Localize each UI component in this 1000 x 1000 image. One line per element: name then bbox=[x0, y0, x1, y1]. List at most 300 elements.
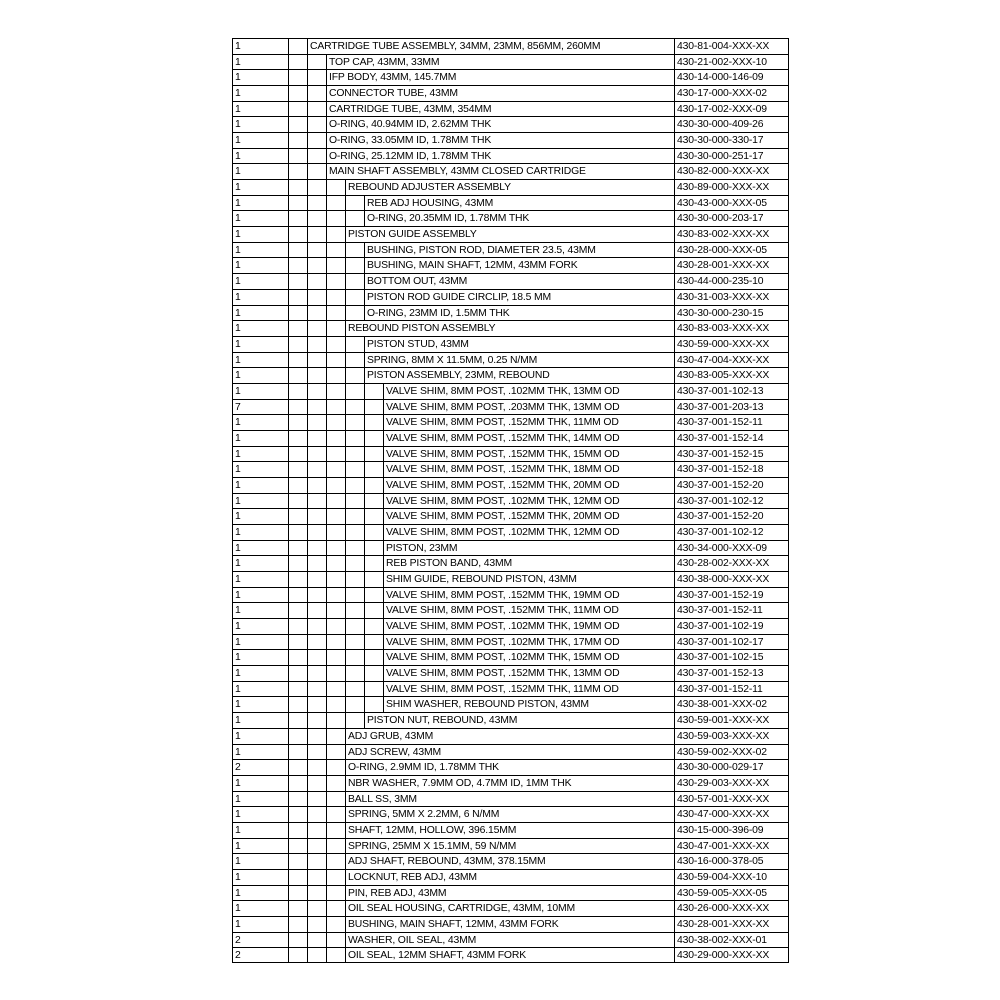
indent-cell bbox=[326, 289, 345, 305]
part-number-cell: 430-37-001-152-13 bbox=[674, 665, 789, 681]
indent-cell bbox=[288, 524, 307, 540]
part-number-cell: 430-37-001-102-12 bbox=[674, 524, 789, 540]
part-number-cell: 430-30-000-330-17 bbox=[674, 132, 789, 148]
description-cell: REB PISTON BAND, 43MM bbox=[383, 555, 674, 571]
qty-cell: 1 bbox=[232, 775, 288, 791]
part-number-cell: 430-15-000-396-09 bbox=[674, 822, 789, 838]
qty-cell: 1 bbox=[232, 210, 288, 226]
qty-cell: 1 bbox=[232, 555, 288, 571]
table-row bbox=[232, 148, 789, 164]
table-row bbox=[232, 116, 789, 132]
description-cell: VALVE SHIM, 8MM POST, .102MM THK, 17MM OD bbox=[383, 634, 674, 650]
table-row bbox=[232, 430, 789, 446]
description-cell: REBOUND PISTON ASSEMBLY bbox=[345, 320, 674, 336]
indent-cell bbox=[345, 681, 364, 697]
indent-cell bbox=[326, 822, 345, 838]
part-number-cell: 430-83-005-XXX-XX bbox=[674, 367, 789, 383]
description-cell: VALVE SHIM, 8MM POST, .102MM THK, 12MM OD bbox=[383, 524, 674, 540]
indent-cell bbox=[345, 524, 364, 540]
qty-cell: 1 bbox=[232, 681, 288, 697]
indent-cell bbox=[345, 540, 364, 556]
indent-cell bbox=[307, 508, 326, 524]
indent-cell bbox=[326, 869, 345, 885]
indent-cell bbox=[326, 696, 345, 712]
indent-cell bbox=[307, 461, 326, 477]
indent-cell bbox=[288, 791, 307, 807]
indent-cell bbox=[288, 853, 307, 869]
indent-cell bbox=[307, 367, 326, 383]
indent-cell bbox=[288, 38, 307, 54]
indent-cell bbox=[326, 430, 345, 446]
indent-cell bbox=[307, 822, 326, 838]
part-number-cell: 430-29-003-XXX-XX bbox=[674, 775, 789, 791]
description-cell: ADJ SHAFT, REBOUND, 43MM, 378.15MM bbox=[345, 853, 674, 869]
indent-cell bbox=[307, 430, 326, 446]
indent-cell bbox=[326, 916, 345, 932]
description-cell: VALVE SHIM, 8MM POST, .102MM THK, 12MM OD bbox=[383, 493, 674, 509]
table-row bbox=[232, 336, 789, 352]
qty-cell: 1 bbox=[232, 430, 288, 446]
indent-cell bbox=[288, 54, 307, 70]
qty-cell: 1 bbox=[232, 634, 288, 650]
indent-cell bbox=[288, 132, 307, 148]
indent-cell bbox=[288, 305, 307, 321]
qty-cell: 1 bbox=[232, 900, 288, 916]
indent-cell bbox=[288, 446, 307, 462]
indent-cell bbox=[345, 305, 364, 321]
indent-cell bbox=[345, 618, 364, 634]
table-row bbox=[232, 383, 789, 399]
table-row bbox=[232, 916, 789, 932]
table-row bbox=[232, 305, 789, 321]
part-number-cell: 430-37-001-102-19 bbox=[674, 618, 789, 634]
table-row bbox=[232, 791, 789, 807]
indent-cell bbox=[326, 305, 345, 321]
part-number-cell: 430-17-002-XXX-09 bbox=[674, 101, 789, 117]
indent-cell bbox=[307, 712, 326, 728]
indent-cell bbox=[307, 665, 326, 681]
qty-cell: 1 bbox=[232, 508, 288, 524]
qty-cell: 1 bbox=[232, 461, 288, 477]
indent-cell bbox=[326, 273, 345, 289]
description-cell: VALVE SHIM, 8MM POST, .152MM THK, 20MM OD bbox=[383, 508, 674, 524]
qty-cell: 1 bbox=[232, 320, 288, 336]
part-number-cell: 430-59-003-XXX-XX bbox=[674, 728, 789, 744]
indent-cell bbox=[364, 587, 383, 603]
indent-cell bbox=[326, 210, 345, 226]
description-cell: PIN, REB ADJ, 43MM bbox=[345, 885, 674, 901]
indent-cell bbox=[288, 69, 307, 85]
indent-cell bbox=[307, 305, 326, 321]
qty-cell: 1 bbox=[232, 132, 288, 148]
indent-cell bbox=[307, 634, 326, 650]
indent-cell bbox=[326, 681, 345, 697]
description-cell: PISTON, 23MM bbox=[383, 540, 674, 556]
indent-cell bbox=[288, 195, 307, 211]
qty-cell: 1 bbox=[232, 540, 288, 556]
table-row bbox=[232, 885, 789, 901]
indent-cell bbox=[288, 885, 307, 901]
indent-cell bbox=[326, 336, 345, 352]
indent-cell bbox=[364, 540, 383, 556]
indent-cell bbox=[288, 728, 307, 744]
qty-cell: 1 bbox=[232, 101, 288, 117]
indent-cell bbox=[307, 555, 326, 571]
indent-cell bbox=[326, 634, 345, 650]
indent-cell bbox=[307, 493, 326, 509]
qty-cell: 7 bbox=[232, 399, 288, 415]
indent-cell bbox=[345, 242, 364, 258]
indent-cell bbox=[288, 775, 307, 791]
qty-cell: 1 bbox=[232, 446, 288, 462]
indent-cell bbox=[364, 524, 383, 540]
indent-cell bbox=[326, 900, 345, 916]
indent-cell bbox=[307, 775, 326, 791]
indent-cell bbox=[326, 728, 345, 744]
table-row bbox=[232, 195, 789, 211]
description-cell: IFP BODY, 43MM, 145.7MM bbox=[326, 69, 674, 85]
indent-cell bbox=[345, 336, 364, 352]
indent-cell bbox=[364, 383, 383, 399]
indent-cell bbox=[307, 148, 326, 164]
part-number-cell: 430-30-000-029-17 bbox=[674, 759, 789, 775]
description-cell: CARTRIDGE TUBE ASSEMBLY, 34MM, 23MM, 856MM, 260MM bbox=[307, 38, 674, 54]
qty-cell: 2 bbox=[232, 932, 288, 948]
indent-cell bbox=[307, 853, 326, 869]
table-row bbox=[232, 571, 789, 587]
qty-cell: 1 bbox=[232, 791, 288, 807]
table-row bbox=[232, 634, 789, 650]
indent-cell bbox=[288, 555, 307, 571]
indent-cell bbox=[307, 571, 326, 587]
indent-cell bbox=[345, 257, 364, 273]
part-number-cell: 430-37-001-152-20 bbox=[674, 477, 789, 493]
indent-cell bbox=[307, 618, 326, 634]
qty-cell: 1 bbox=[232, 916, 288, 932]
description-cell: BUSHING, PISTON ROD, DIAMETER 23.5, 43MM bbox=[364, 242, 674, 258]
part-number-cell: 430-38-002-XXX-01 bbox=[674, 932, 789, 948]
indent-cell bbox=[345, 399, 364, 415]
description-cell: PISTON ASSEMBLY, 23MM, REBOUND bbox=[364, 367, 674, 383]
indent-cell bbox=[288, 634, 307, 650]
indent-cell bbox=[288, 179, 307, 195]
part-number-cell: 430-30-000-203-17 bbox=[674, 210, 789, 226]
part-number-cell: 430-59-000-XXX-XX bbox=[674, 336, 789, 352]
indent-cell bbox=[326, 806, 345, 822]
qty-cell: 1 bbox=[232, 85, 288, 101]
indent-cell bbox=[288, 869, 307, 885]
description-cell: VALVE SHIM, 8MM POST, .152MM THK, 13MM OD bbox=[383, 665, 674, 681]
indent-cell bbox=[288, 744, 307, 760]
table-row bbox=[232, 54, 789, 70]
indent-cell bbox=[345, 665, 364, 681]
indent-cell bbox=[345, 493, 364, 509]
description-cell: VALVE SHIM, 8MM POST, .152MM THK, 18MM OD bbox=[383, 461, 674, 477]
table-row bbox=[232, 179, 789, 195]
table-row bbox=[232, 900, 789, 916]
indent-cell bbox=[288, 618, 307, 634]
indent-cell bbox=[326, 775, 345, 791]
table-row bbox=[232, 508, 789, 524]
indent-cell bbox=[364, 446, 383, 462]
description-cell: WASHER, OIL SEAL, 43MM bbox=[345, 932, 674, 948]
indent-cell bbox=[288, 414, 307, 430]
part-number-cell: 430-82-000-XXX-XX bbox=[674, 163, 789, 179]
indent-cell bbox=[288, 289, 307, 305]
indent-cell bbox=[288, 352, 307, 368]
description-cell: CONNECTOR TUBE, 43MM bbox=[326, 85, 674, 101]
indent-cell bbox=[307, 524, 326, 540]
qty-cell: 1 bbox=[232, 116, 288, 132]
indent-cell bbox=[326, 195, 345, 211]
indent-cell bbox=[307, 116, 326, 132]
description-cell: VALVE SHIM, 8MM POST, .102MM THK, 13MM OD bbox=[383, 383, 674, 399]
description-cell: PISTON STUD, 43MM bbox=[364, 336, 674, 352]
indent-cell bbox=[288, 571, 307, 587]
table-row bbox=[232, 367, 789, 383]
description-cell: SPRING, 8MM X 11.5MM, 0.25 N/MM bbox=[364, 352, 674, 368]
qty-cell: 1 bbox=[232, 179, 288, 195]
qty-cell: 1 bbox=[232, 853, 288, 869]
qty-cell: 1 bbox=[232, 195, 288, 211]
qty-cell: 1 bbox=[232, 336, 288, 352]
table-row bbox=[232, 477, 789, 493]
indent-cell bbox=[307, 352, 326, 368]
part-number-cell: 430-34-000-XXX-09 bbox=[674, 540, 789, 556]
indent-cell bbox=[288, 932, 307, 948]
table-row bbox=[232, 352, 789, 368]
table-row bbox=[232, 69, 789, 85]
qty-cell: 1 bbox=[232, 602, 288, 618]
indent-cell bbox=[326, 367, 345, 383]
indent-cell bbox=[307, 383, 326, 399]
part-number-cell: 430-37-001-152-19 bbox=[674, 587, 789, 603]
indent-cell bbox=[307, 163, 326, 179]
indent-cell bbox=[326, 383, 345, 399]
indent-cell bbox=[288, 696, 307, 712]
indent-cell bbox=[345, 195, 364, 211]
table-row bbox=[232, 540, 789, 556]
table-row bbox=[232, 242, 789, 258]
table-row bbox=[232, 226, 789, 242]
part-number-cell: 430-37-001-152-14 bbox=[674, 430, 789, 446]
indent-cell bbox=[345, 210, 364, 226]
part-number-cell: 430-26-000-XXX-XX bbox=[674, 900, 789, 916]
indent-cell bbox=[364, 618, 383, 634]
indent-cell bbox=[288, 900, 307, 916]
indent-cell bbox=[307, 54, 326, 70]
indent-cell bbox=[364, 555, 383, 571]
description-cell: SPRING, 5MM X 2.2MM, 6 N/MM bbox=[345, 806, 674, 822]
indent-cell bbox=[288, 602, 307, 618]
part-number-cell: 430-83-002-XXX-XX bbox=[674, 226, 789, 242]
indent-cell bbox=[288, 822, 307, 838]
qty-cell: 1 bbox=[232, 524, 288, 540]
indent-cell bbox=[364, 571, 383, 587]
indent-cell bbox=[364, 399, 383, 415]
indent-cell bbox=[364, 508, 383, 524]
qty-cell: 1 bbox=[232, 744, 288, 760]
indent-cell bbox=[364, 665, 383, 681]
indent-cell bbox=[288, 367, 307, 383]
indent-cell bbox=[307, 320, 326, 336]
part-number-cell: 430-59-004-XXX-10 bbox=[674, 869, 789, 885]
description-cell: LOCKNUT, REB ADJ, 43MM bbox=[345, 869, 674, 885]
indent-cell bbox=[326, 555, 345, 571]
part-number-cell: 430-28-002-XXX-XX bbox=[674, 555, 789, 571]
part-number-cell: 430-30-000-251-17 bbox=[674, 148, 789, 164]
indent-cell bbox=[345, 571, 364, 587]
indent-cell bbox=[345, 446, 364, 462]
table-row bbox=[232, 289, 789, 305]
qty-cell: 1 bbox=[232, 163, 288, 179]
indent-cell bbox=[345, 352, 364, 368]
indent-cell bbox=[326, 508, 345, 524]
indent-cell bbox=[345, 587, 364, 603]
indent-cell bbox=[307, 681, 326, 697]
qty-cell: 1 bbox=[232, 822, 288, 838]
part-number-cell: 430-44-000-235-10 bbox=[674, 273, 789, 289]
table-row bbox=[232, 649, 789, 665]
indent-cell bbox=[307, 916, 326, 932]
indent-cell bbox=[288, 712, 307, 728]
description-cell: PISTON NUT, REBOUND, 43MM bbox=[364, 712, 674, 728]
qty-cell: 2 bbox=[232, 947, 288, 963]
part-number-cell: 430-83-003-XXX-XX bbox=[674, 320, 789, 336]
indent-cell bbox=[307, 85, 326, 101]
description-cell: O-RING, 2.9MM ID, 1.78MM THK bbox=[345, 759, 674, 775]
part-number-cell: 430-59-001-XXX-XX bbox=[674, 712, 789, 728]
qty-cell: 1 bbox=[232, 148, 288, 164]
indent-cell bbox=[288, 916, 307, 932]
indent-cell bbox=[288, 226, 307, 242]
description-cell: VALVE SHIM, 8MM POST, .203MM THK, 13MM OD bbox=[383, 399, 674, 415]
indent-cell bbox=[307, 869, 326, 885]
table-row bbox=[232, 555, 789, 571]
indent-cell bbox=[364, 461, 383, 477]
indent-cell bbox=[326, 414, 345, 430]
indent-cell bbox=[326, 602, 345, 618]
description-cell: VALVE SHIM, 8MM POST, .152MM THK, 19MM OD bbox=[383, 587, 674, 603]
indent-cell bbox=[364, 414, 383, 430]
description-cell: ADJ SCREW, 43MM bbox=[345, 744, 674, 760]
table-row bbox=[232, 524, 789, 540]
table-row bbox=[232, 822, 789, 838]
part-number-cell: 430-28-001-XXX-XX bbox=[674, 916, 789, 932]
indent-cell bbox=[288, 273, 307, 289]
part-number-cell: 430-31-003-XXX-XX bbox=[674, 289, 789, 305]
indent-cell bbox=[345, 461, 364, 477]
description-cell: VALVE SHIM, 8MM POST, .102MM THK, 15MM OD bbox=[383, 649, 674, 665]
indent-cell bbox=[307, 226, 326, 242]
part-number-cell: 430-59-005-XXX-05 bbox=[674, 885, 789, 901]
indent-cell bbox=[326, 759, 345, 775]
indent-cell bbox=[288, 508, 307, 524]
qty-cell: 1 bbox=[232, 226, 288, 242]
part-number-cell: 430-16-000-378-05 bbox=[674, 853, 789, 869]
part-number-cell: 430-37-001-203-13 bbox=[674, 399, 789, 415]
table-row bbox=[232, 775, 789, 791]
description-cell: TOP CAP, 43MM, 33MM bbox=[326, 54, 674, 70]
qty-cell: 1 bbox=[232, 587, 288, 603]
indent-cell bbox=[326, 838, 345, 854]
indent-cell bbox=[307, 242, 326, 258]
qty-cell: 1 bbox=[232, 885, 288, 901]
indent-cell bbox=[326, 226, 345, 242]
table-row bbox=[232, 947, 789, 963]
part-number-cell: 430-29-000-XXX-XX bbox=[674, 947, 789, 963]
qty-cell: 1 bbox=[232, 273, 288, 289]
table-row bbox=[232, 587, 789, 603]
indent-cell bbox=[326, 571, 345, 587]
indent-cell bbox=[326, 618, 345, 634]
indent-cell bbox=[345, 696, 364, 712]
description-cell: VALVE SHIM, 8MM POST, .152MM THK, 15MM OD bbox=[383, 446, 674, 462]
qty-cell: 1 bbox=[232, 728, 288, 744]
indent-cell bbox=[307, 900, 326, 916]
table-row bbox=[232, 681, 789, 697]
description-cell: O-RING, 33.05MM ID, 1.78MM THK bbox=[326, 132, 674, 148]
indent-cell bbox=[288, 540, 307, 556]
table-row bbox=[232, 696, 789, 712]
part-number-cell: 430-47-000-XXX-XX bbox=[674, 806, 789, 822]
qty-cell: 2 bbox=[232, 759, 288, 775]
qty-cell: 1 bbox=[232, 806, 288, 822]
indent-cell bbox=[345, 430, 364, 446]
description-cell: O-RING, 40.94MM ID, 2.62MM THK bbox=[326, 116, 674, 132]
description-cell: BOTTOM OUT, 43MM bbox=[364, 273, 674, 289]
indent-cell bbox=[326, 352, 345, 368]
table-row bbox=[232, 932, 789, 948]
indent-cell bbox=[288, 399, 307, 415]
table-row bbox=[232, 273, 789, 289]
description-cell: SHIM GUIDE, REBOUND PISTON, 43MM bbox=[383, 571, 674, 587]
qty-cell: 1 bbox=[232, 712, 288, 728]
indent-cell bbox=[326, 649, 345, 665]
part-number-cell: 430-47-001-XXX-XX bbox=[674, 838, 789, 854]
indent-cell bbox=[288, 838, 307, 854]
indent-cell bbox=[288, 85, 307, 101]
part-number-cell: 430-47-004-XXX-XX bbox=[674, 352, 789, 368]
table-row bbox=[232, 414, 789, 430]
description-cell: O-RING, 20.35MM ID, 1.78MM THK bbox=[364, 210, 674, 226]
indent-cell bbox=[288, 681, 307, 697]
indent-cell bbox=[307, 759, 326, 775]
description-cell: VALVE SHIM, 8MM POST, .152MM THK, 11MM OD bbox=[383, 414, 674, 430]
indent-cell bbox=[345, 649, 364, 665]
indent-cell bbox=[307, 336, 326, 352]
part-number-cell: 430-30-000-409-26 bbox=[674, 116, 789, 132]
part-number-cell: 430-21-002-XXX-10 bbox=[674, 54, 789, 70]
indent-cell bbox=[345, 477, 364, 493]
indent-cell bbox=[288, 461, 307, 477]
part-number-cell: 430-28-000-XXX-05 bbox=[674, 242, 789, 258]
qty-cell: 1 bbox=[232, 869, 288, 885]
indent-cell bbox=[326, 853, 345, 869]
part-number-cell: 430-37-001-152-11 bbox=[674, 681, 789, 697]
part-number-cell: 430-89-000-XXX-XX bbox=[674, 179, 789, 195]
qty-cell: 1 bbox=[232, 414, 288, 430]
indent-cell bbox=[288, 587, 307, 603]
indent-cell bbox=[345, 383, 364, 399]
table-row bbox=[232, 446, 789, 462]
table-row bbox=[232, 320, 789, 336]
indent-cell bbox=[288, 493, 307, 509]
description-cell: REB ADJ HOUSING, 43MM bbox=[364, 195, 674, 211]
indent-cell bbox=[326, 461, 345, 477]
qty-cell: 1 bbox=[232, 696, 288, 712]
qty-cell: 1 bbox=[232, 571, 288, 587]
